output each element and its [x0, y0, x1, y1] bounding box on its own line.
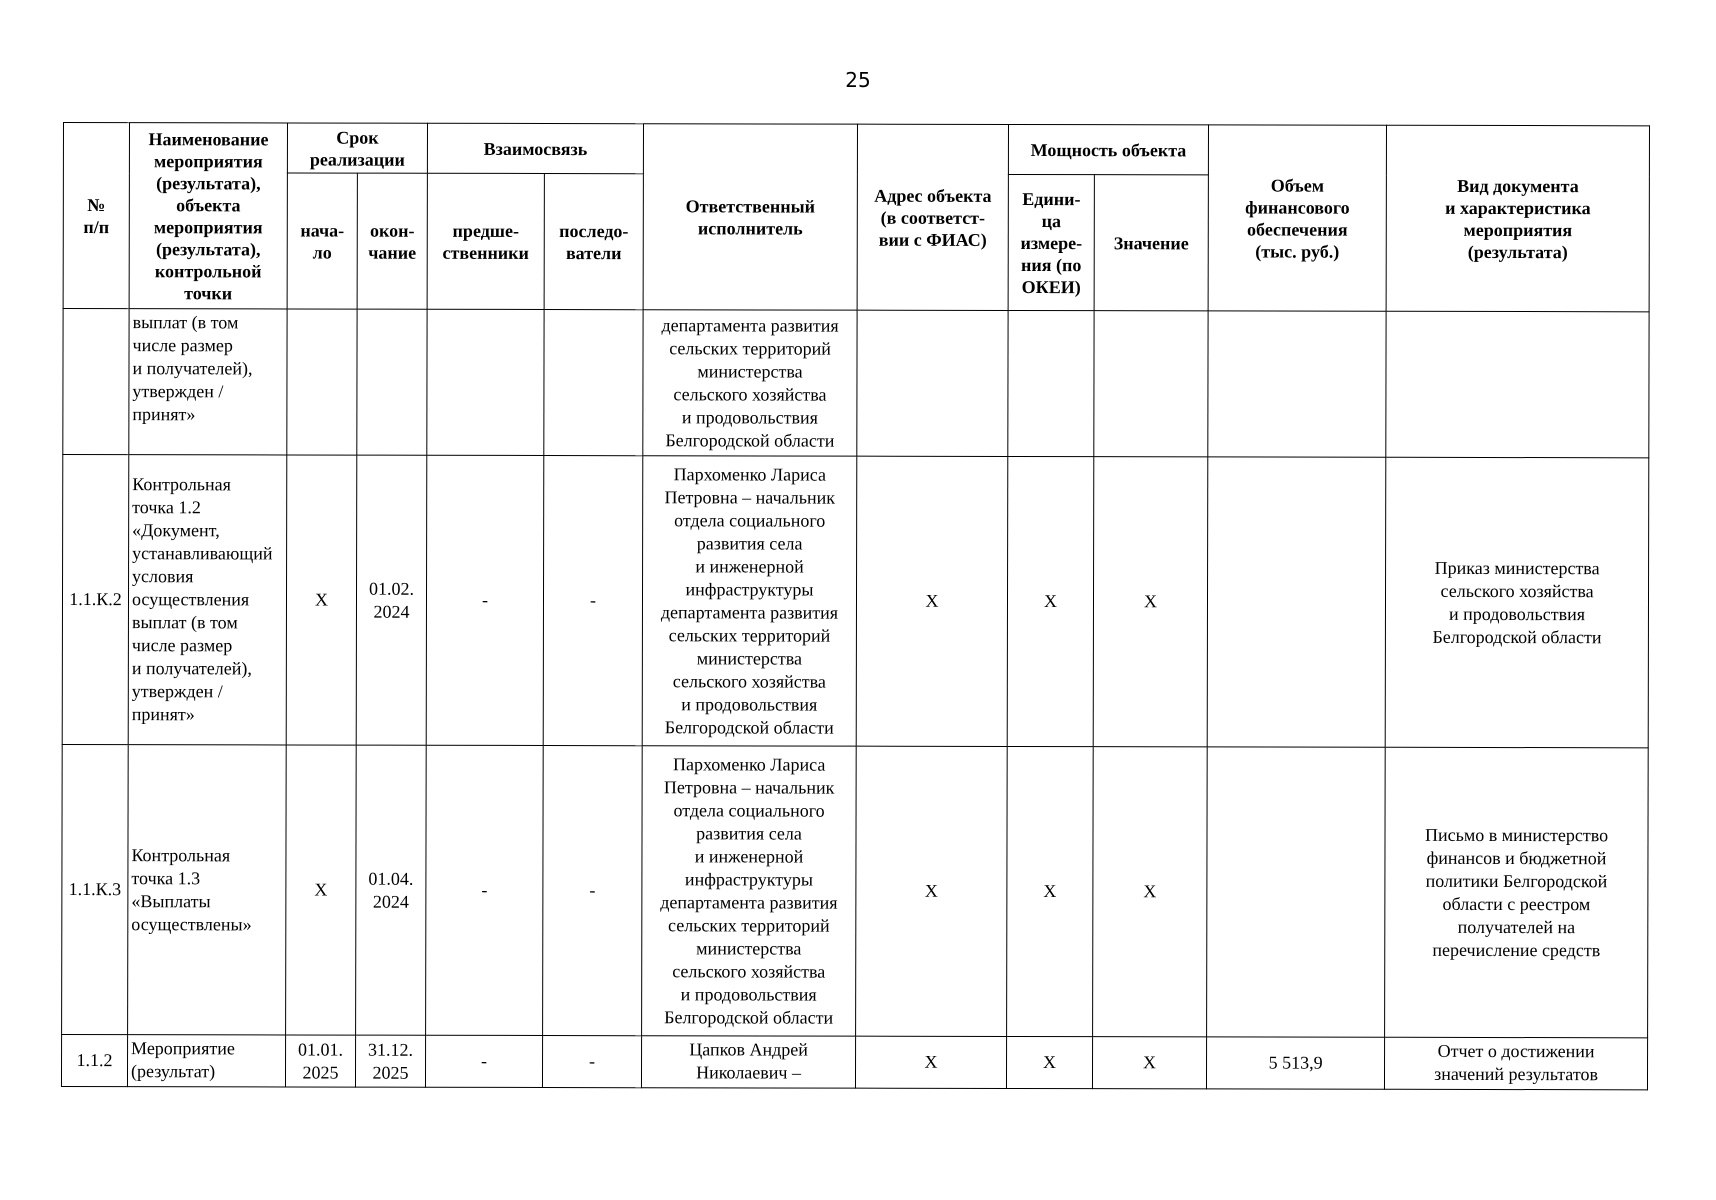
- cell-unit: Х: [1007, 746, 1094, 1036]
- cell-value: Х: [1093, 457, 1208, 747]
- cell-name: Контрольная точка 1.3 «Выплаты осуществлены»: [128, 745, 287, 1035]
- cell-executor: Цапков Андрей Николаевич –: [642, 1036, 856, 1088]
- header-link-prev: предше- ственники: [427, 173, 544, 309]
- cell-start: Х: [286, 745, 357, 1035]
- cell-funding: [1208, 311, 1386, 457]
- header-doc-type: Вид документа и характеристика мероприятия (результата): [1386, 125, 1649, 312]
- header-period-start: нача- ло: [287, 173, 357, 309]
- cell-num: 1.1.К.2: [62, 455, 129, 745]
- cell-address: Х: [856, 456, 1008, 746]
- cell-funding: [1207, 457, 1386, 747]
- cell-num: 1.1.2: [61, 1034, 127, 1086]
- header-capacity-value: Значение: [1094, 175, 1208, 311]
- cell-end: 01.02. 2024: [356, 455, 427, 745]
- header-capacity-unit: Едини- ца измере- ния (по ОКЕИ): [1008, 174, 1094, 310]
- cell-executor: Пархоменко Лариса Петровна – начальник отдела социального развития села и инженерной инфраструктуры департамента развития сельских территорий министерства сельского хозяйства и продовольствия Белгородской области: [642, 746, 857, 1036]
- cell-value: [1094, 311, 1208, 457]
- table-row: [63, 309, 1649, 458]
- cell-value: Х: [1093, 747, 1208, 1037]
- cell-value: Х: [1093, 1037, 1207, 1089]
- plan-table: [61, 122, 1650, 1090]
- cell-end: [357, 309, 427, 455]
- cell-prev: [427, 309, 544, 455]
- header-num: № п/п: [63, 123, 129, 309]
- cell-num: [63, 309, 129, 455]
- cell-start: [287, 309, 357, 455]
- cell-doc: [1386, 311, 1649, 458]
- cell-end: 01.04. 2024: [356, 745, 427, 1035]
- cell-start: 01.01. 2025: [285, 1035, 355, 1087]
- cell-name: Мероприятие (результат): [127, 1035, 285, 1087]
- cell-next: -: [543, 456, 643, 746]
- cell-next: -: [542, 1036, 641, 1088]
- cell-address: Х: [856, 746, 1008, 1036]
- cell-prev: -: [426, 745, 544, 1035]
- header-capacity: Мощность объекта: [1008, 124, 1208, 174]
- cell-executor: департамента развития сельских территорий министерства сельского хозяйства и продовольствия Белгородской области: [643, 310, 857, 456]
- cell-funding: [1207, 747, 1386, 1037]
- cell-next: [544, 310, 643, 456]
- cell-address: Х: [856, 1036, 1007, 1088]
- cell-doc: Приказ министерства сельского хозяйства и продовольствия Белгородской области: [1385, 457, 1649, 748]
- table-header: [63, 123, 1649, 312]
- header-executor: Ответственный исполнитель: [643, 124, 857, 310]
- cell-funding: 5 513,9: [1207, 1037, 1385, 1089]
- header-period: Срок реализации: [287, 123, 427, 173]
- header-link-next: последо- ватели: [544, 174, 643, 310]
- cell-executor: Пархоменко Лариса Петровна – начальник отдела социального развития села и инженерной инфраструктуры департамента развития сельских территорий министерства сельского хозяйства и продовольствия Белгородской области: [642, 456, 857, 746]
- header-address: Адрес объекта (в соответст- вии с ФИАС): [857, 124, 1008, 310]
- cell-unit: Х: [1007, 456, 1094, 746]
- header-period-end: окон- чание: [357, 173, 427, 309]
- cell-address: [857, 310, 1008, 456]
- cell-end: 31.12. 2025: [355, 1035, 425, 1087]
- header-funding: Объем финансового обеспечения (тыс. руб.): [1208, 125, 1386, 311]
- cell-name: выплат (в том числе размер и получателей), утвержден / принят»: [129, 309, 287, 455]
- plan-table-wrapper: [61, 122, 1649, 1090]
- table-row: [61, 1034, 1647, 1089]
- cell-num: 1.1.К.3: [62, 744, 129, 1034]
- cell-start: Х: [286, 455, 357, 745]
- cell-doc: Отчет о достижении значений результатов: [1385, 1037, 1648, 1090]
- cell-unit: Х: [1007, 1036, 1093, 1088]
- cell-prev: -: [425, 1035, 542, 1087]
- table-row: [62, 455, 1649, 748]
- table-row: [62, 744, 1649, 1037]
- page-number: 25: [845, 68, 871, 92]
- header-link: Взаимосвязь: [427, 123, 643, 173]
- cell-unit: [1008, 310, 1094, 456]
- cell-next: -: [543, 746, 643, 1036]
- cell-doc: Письмо в министерство финансов и бюджетной политики Белгородской области с реестром получателей на перечисление средств: [1385, 747, 1649, 1038]
- cell-prev: -: [426, 455, 544, 745]
- header-name: Наименование мероприятия (результата), объекта мероприятия (результата), контрольной точки: [129, 123, 287, 309]
- cell-name: Контрольная точка 1.2 «Документ, устанавливающий условия осуществления выплат (в том числе размер и получателей), утвержден / принят»: [128, 455, 287, 745]
